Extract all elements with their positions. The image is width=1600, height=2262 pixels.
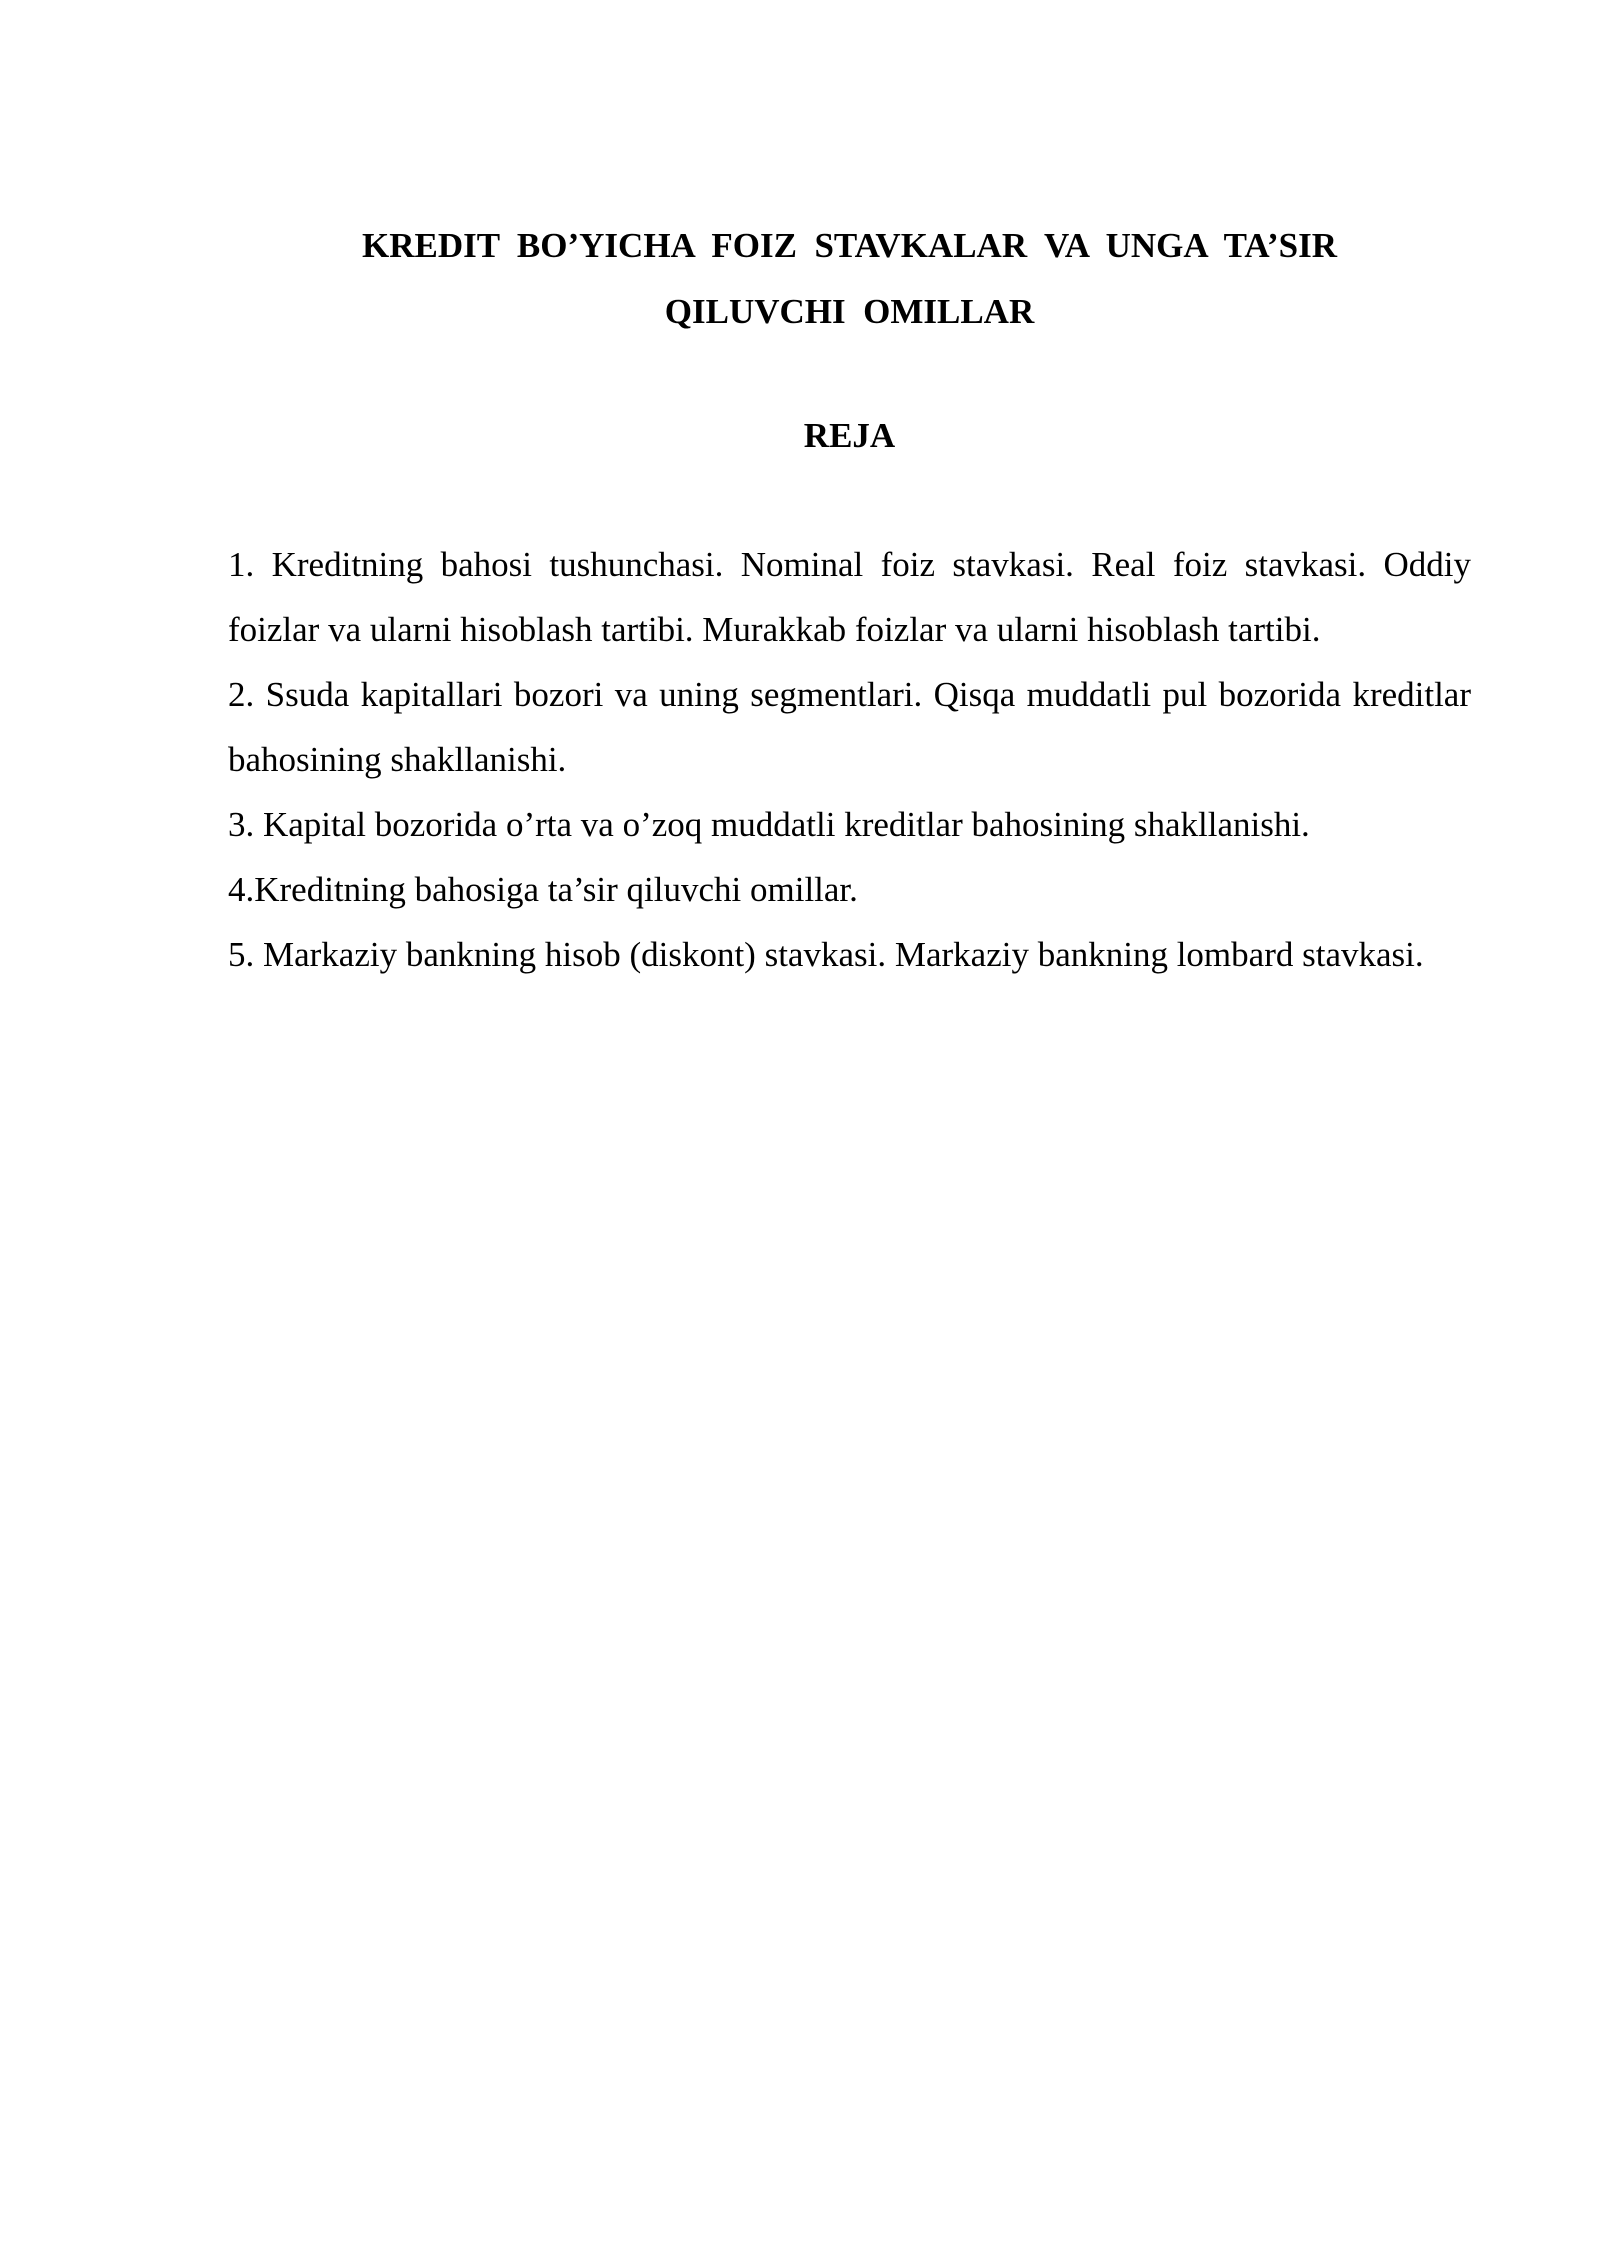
plan-list — [228, 532, 1471, 987]
plan-item-5: 5. Markaziy bankning hisob (diskont) stavkasi. Markaziy bankning lombard stavkasi. — [228, 935, 1424, 974]
plan-item-2: 2. Ssuda kapitallari bozori va uning segmentlari. Qisqa muddatli pul bozorida kreditlar bahosining shakllanishi. — [228, 675, 1471, 779]
plan-item-1: 1. Kreditning bahosi tushunchasi. Nominal foiz stavkasi. Real foiz stavkasi. Oddiy foizlar va ularni hisoblash tartibi. Murakkab foizlar va ularni hisoblash tartibi. — [228, 545, 1471, 649]
document-title — [228, 213, 1471, 345]
plan-item-4: 4.Kreditning bahosiga ta’sir qiluvchi omillar. — [228, 870, 858, 909]
plan-heading: REJA — [803, 416, 896, 455]
title-line-2: QILUVCHI OMILLAR — [664, 292, 1035, 331]
plan-item-3: 3. Kapital bozorida o’rta va o’zoq muddatli kreditlar bahosining shakllanishi. — [228, 805, 1310, 844]
title-line-1: KREDIT BO’YICHA FOIZ STAVKALAR VA UNGA TA’SIR — [361, 226, 1338, 265]
